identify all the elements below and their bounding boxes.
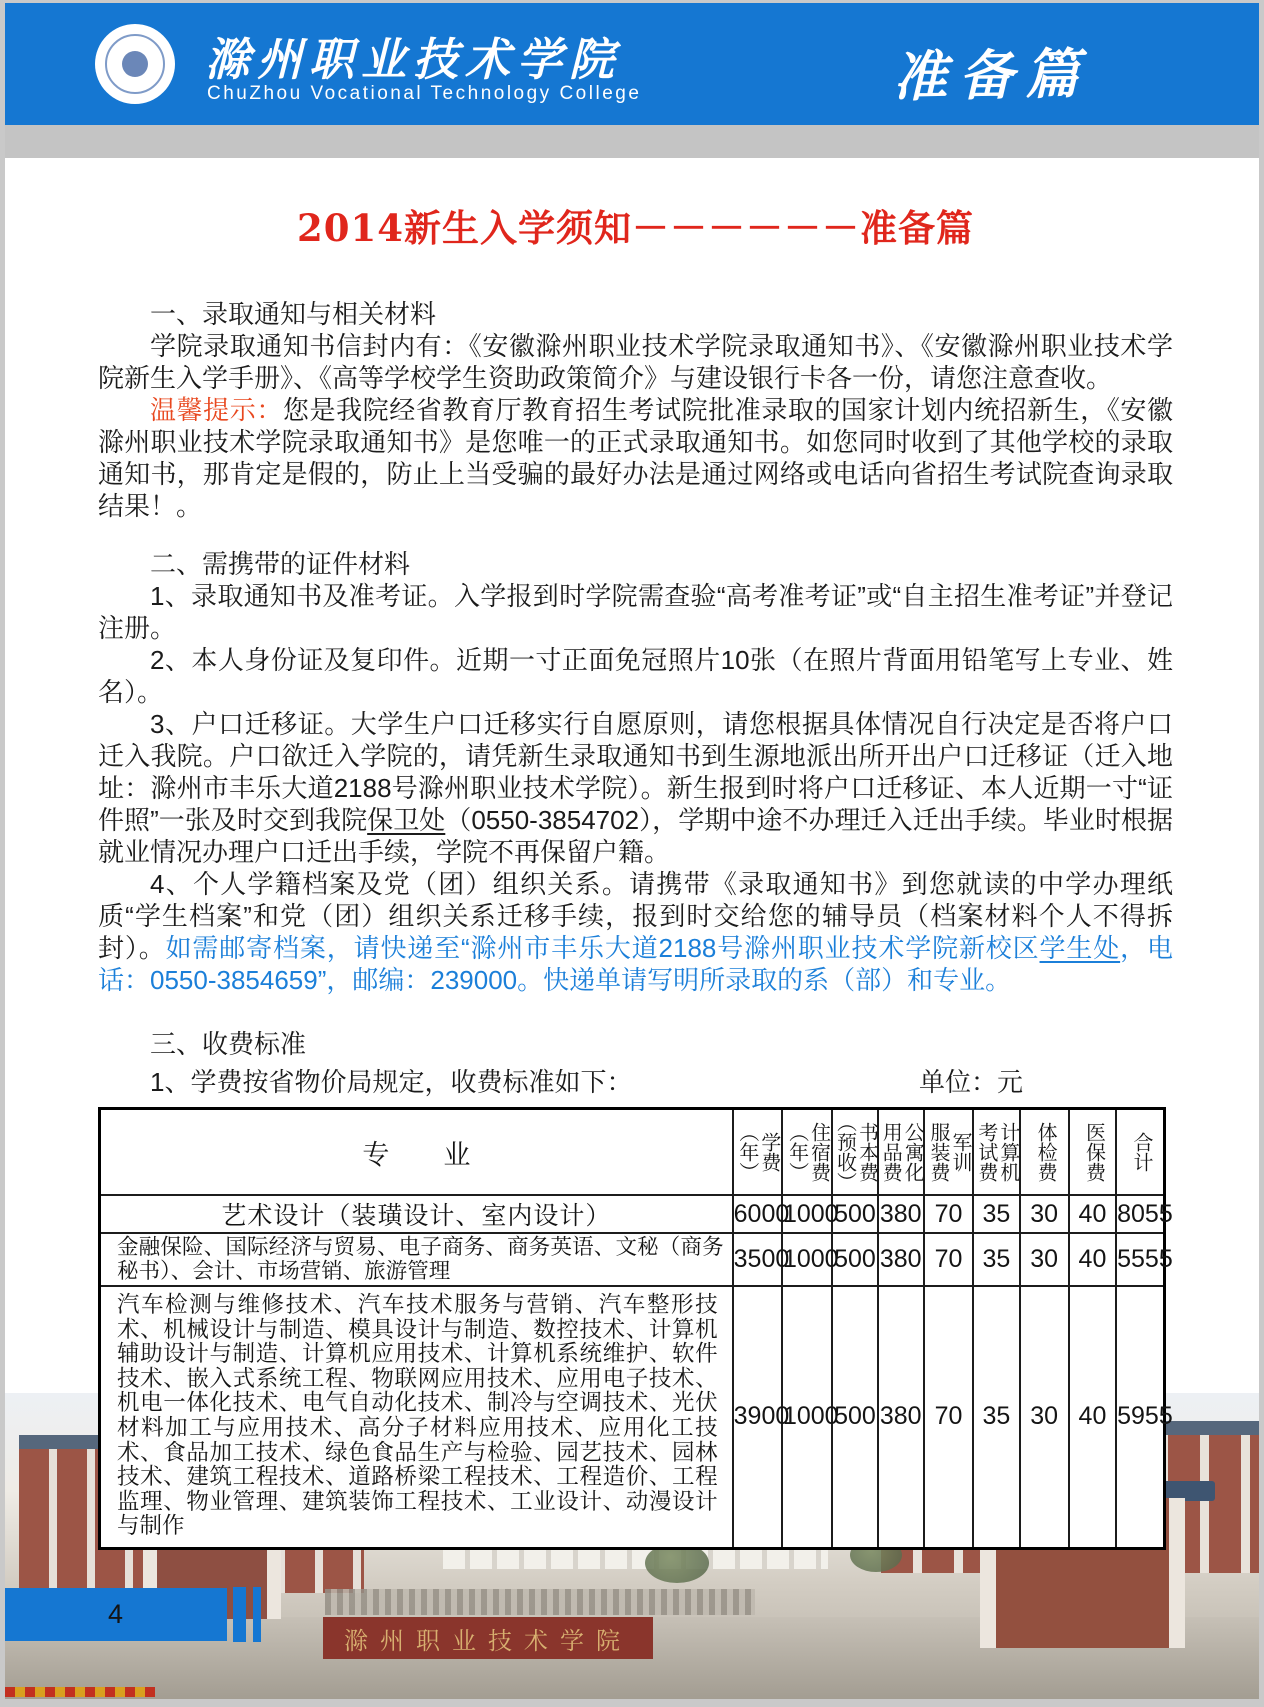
page-number: 4 (108, 1599, 124, 1629)
student-office-underlined: 学生处 (1039, 933, 1121, 963)
college-logo-ring (105, 34, 165, 94)
photo-flowerbed (5, 1687, 155, 1697)
section1-paragraph: 学院录取通知书信封内有：《安徽滁州职业技术学院录取通知书》、《安徽滁州职业技术学院新生入学手册》、《高等学校学生资助政策简介》与建设银行卡各一份，请您注意查收。 (98, 331, 1173, 393)
col-header-physical-exam: 体检费 (1020, 1109, 1069, 1196)
fee-table-header-row (100, 1109, 1165, 1196)
fee-row-business: 金融保险、国际经济与贸易、电子商务、商务英语、文秘（商务秘书）、会计、市场营销、旅游管理 3500 1000 500 380 70 35 30 40 5555 (100, 1233, 1165, 1286)
fee-unit-label: 单位：元 (918, 1067, 1023, 1097)
header-banner (5, 3, 1259, 125)
tip-label: 温馨提示： (150, 395, 283, 425)
section1-heading: 一、录取通知与相关材料 (150, 299, 437, 329)
college-name-cn: 滁州职业技术学院 (205, 33, 622, 86)
col-header-total: 合计 (1116, 1109, 1164, 1196)
col-header-dorm: 住宿费 （年） (782, 1109, 832, 1196)
fee-intro: 1、学费按省物价局规定，收费标准如下： (150, 1067, 633, 1097)
fee-intro-row (98, 1062, 1173, 1099)
college-name-en: ChuZhou Vocational Technology College (207, 83, 642, 104)
col-header-medical-insurance: 医保费 (1069, 1109, 1116, 1196)
security-office-underlined: 保卫处 (367, 805, 446, 835)
item3-text: 3、户口迁移证。大学生户口迁移实行自愿原则，请您根据具体情况自行决定是否将户口迁入我院。户口欲迁入学院的，请凭新生录取通知书到生源地派出所开出户口迁移证（迁入地址：滁州市丰乐大道2188号滁州职业技术学院）。新生报到时将户口迁移证、本人近期一寸“证件照”一张及时交到我院 (98, 709, 1173, 835)
section3-heading: 三、收费标准 (150, 1029, 307, 1059)
mailing-note: 如需邮寄档案，请快递至“滁州市丰乐大道2188号滁州职业技术学院新校区 (165, 933, 1040, 963)
tip-paragraph (98, 394, 1173, 522)
fee-row-engineering: 汽车检测与维修技术、汽车技术服务与营销、汽车整形技术、机械设计与制造、模具设计与制造、数控技术、计算机辅助设计与制造、计算机应用技术、计算机系统维护、软件技术、嵌入式系统工程、物联网应用技术、应用电子技术、机电一体化技术、电气自动化技术、制冷与空调技术、光伏材料加工与应用技术、高分子材料应用技术、应用化工技术、食品加工技术、绿色食品生产与检验、园艺技术、园林技术、建筑工程技术、道路桥梁工程技术、工程造价、工程监理、物业管理、建筑装饰工程技术、工业设计、动漫设计与制作 3900 1000 500 380 70 35 30 40 5955 (100, 1286, 1165, 1548)
campus-gate-sign-text: 滁州职业技术学院 (344, 1626, 632, 1655)
page-bar-accent (253, 1587, 261, 1642)
header-divider (5, 125, 1259, 158)
fee-row-art-design: 艺术设计（装璜设计、室内设计） 6000 1000 500 380 70 35 30 40 8055 (100, 1195, 1165, 1233)
tip-body: 您是我院经省教育厅教育招生考试院批准录取的国家计划内统招新生，《安徽滁州职业技术学院录取通知书》是您唯一的正式录取通知书。如您同时收到了其他学校的录取通知书，那肯定是假的，防止上当受骗的最好办法是通过网络或电话向省招生考试院查询录取结果！。 (98, 395, 1173, 521)
section-badge: 准备篇 (892, 41, 1092, 109)
section2-item3 (98, 708, 1173, 868)
page-title: 2014新生入学须知－－－－－－准备篇 (297, 206, 974, 250)
photo-retractable-gate (325, 1589, 755, 1615)
college-logo-core (122, 51, 148, 77)
item4-text: 4、个人学籍档案及党（团）组织关系。请携带《录取通知书》到您就读的中学办理纸质“学生档案”和党（团）组织关系迁移手续，报到时交给您的辅导员（档案材料个人不得拆封）。 (98, 869, 1173, 963)
col-header-military-uniform: 军训 服装费 (924, 1109, 973, 1196)
page-content (5, 198, 1259, 1550)
col-header-computer-exam: 计算机 考试费 (973, 1109, 1019, 1196)
college-logo-icon (95, 24, 175, 104)
section2-item2: 2、本人身份证及复印件。近期一寸正面免冠照片10张（在照片背面用铅笔写上专业、姓名）。 (98, 645, 1173, 707)
mailing-note-tail: ，电话：0550-3854659”，邮编：239000。快递单请写明所录取的系（部）和专业。 (98, 933, 1173, 995)
page-bar-accent (233, 1587, 246, 1642)
col-header-apartment-supplies: 公寓化 用品费 (878, 1109, 924, 1196)
campus-gate-sign (323, 1617, 653, 1659)
item3-text-tail: （0550-3854702），学期中途不办理迁入迁出手续。毕业时根据就业情况办理户口迁出手续，学院不再保留户籍。 (98, 805, 1173, 867)
col-header-major: 专 业 (100, 1109, 733, 1196)
col-header-books: 书本费 （预收） (832, 1109, 877, 1196)
document-page (5, 3, 1259, 1699)
col-header-tuition: 学费 （年） (733, 1109, 782, 1196)
page-number-bar (5, 1588, 227, 1641)
section2-item4 (98, 868, 1173, 996)
fee-table (98, 1107, 1173, 1550)
section2-item1: 1、录取通知书及准考证。入学报到时学院需查验“高考准考证”或“自主招生准考证”并登记注册。 (98, 581, 1173, 643)
section2-heading: 二、需携带的证件材料 (150, 549, 411, 579)
